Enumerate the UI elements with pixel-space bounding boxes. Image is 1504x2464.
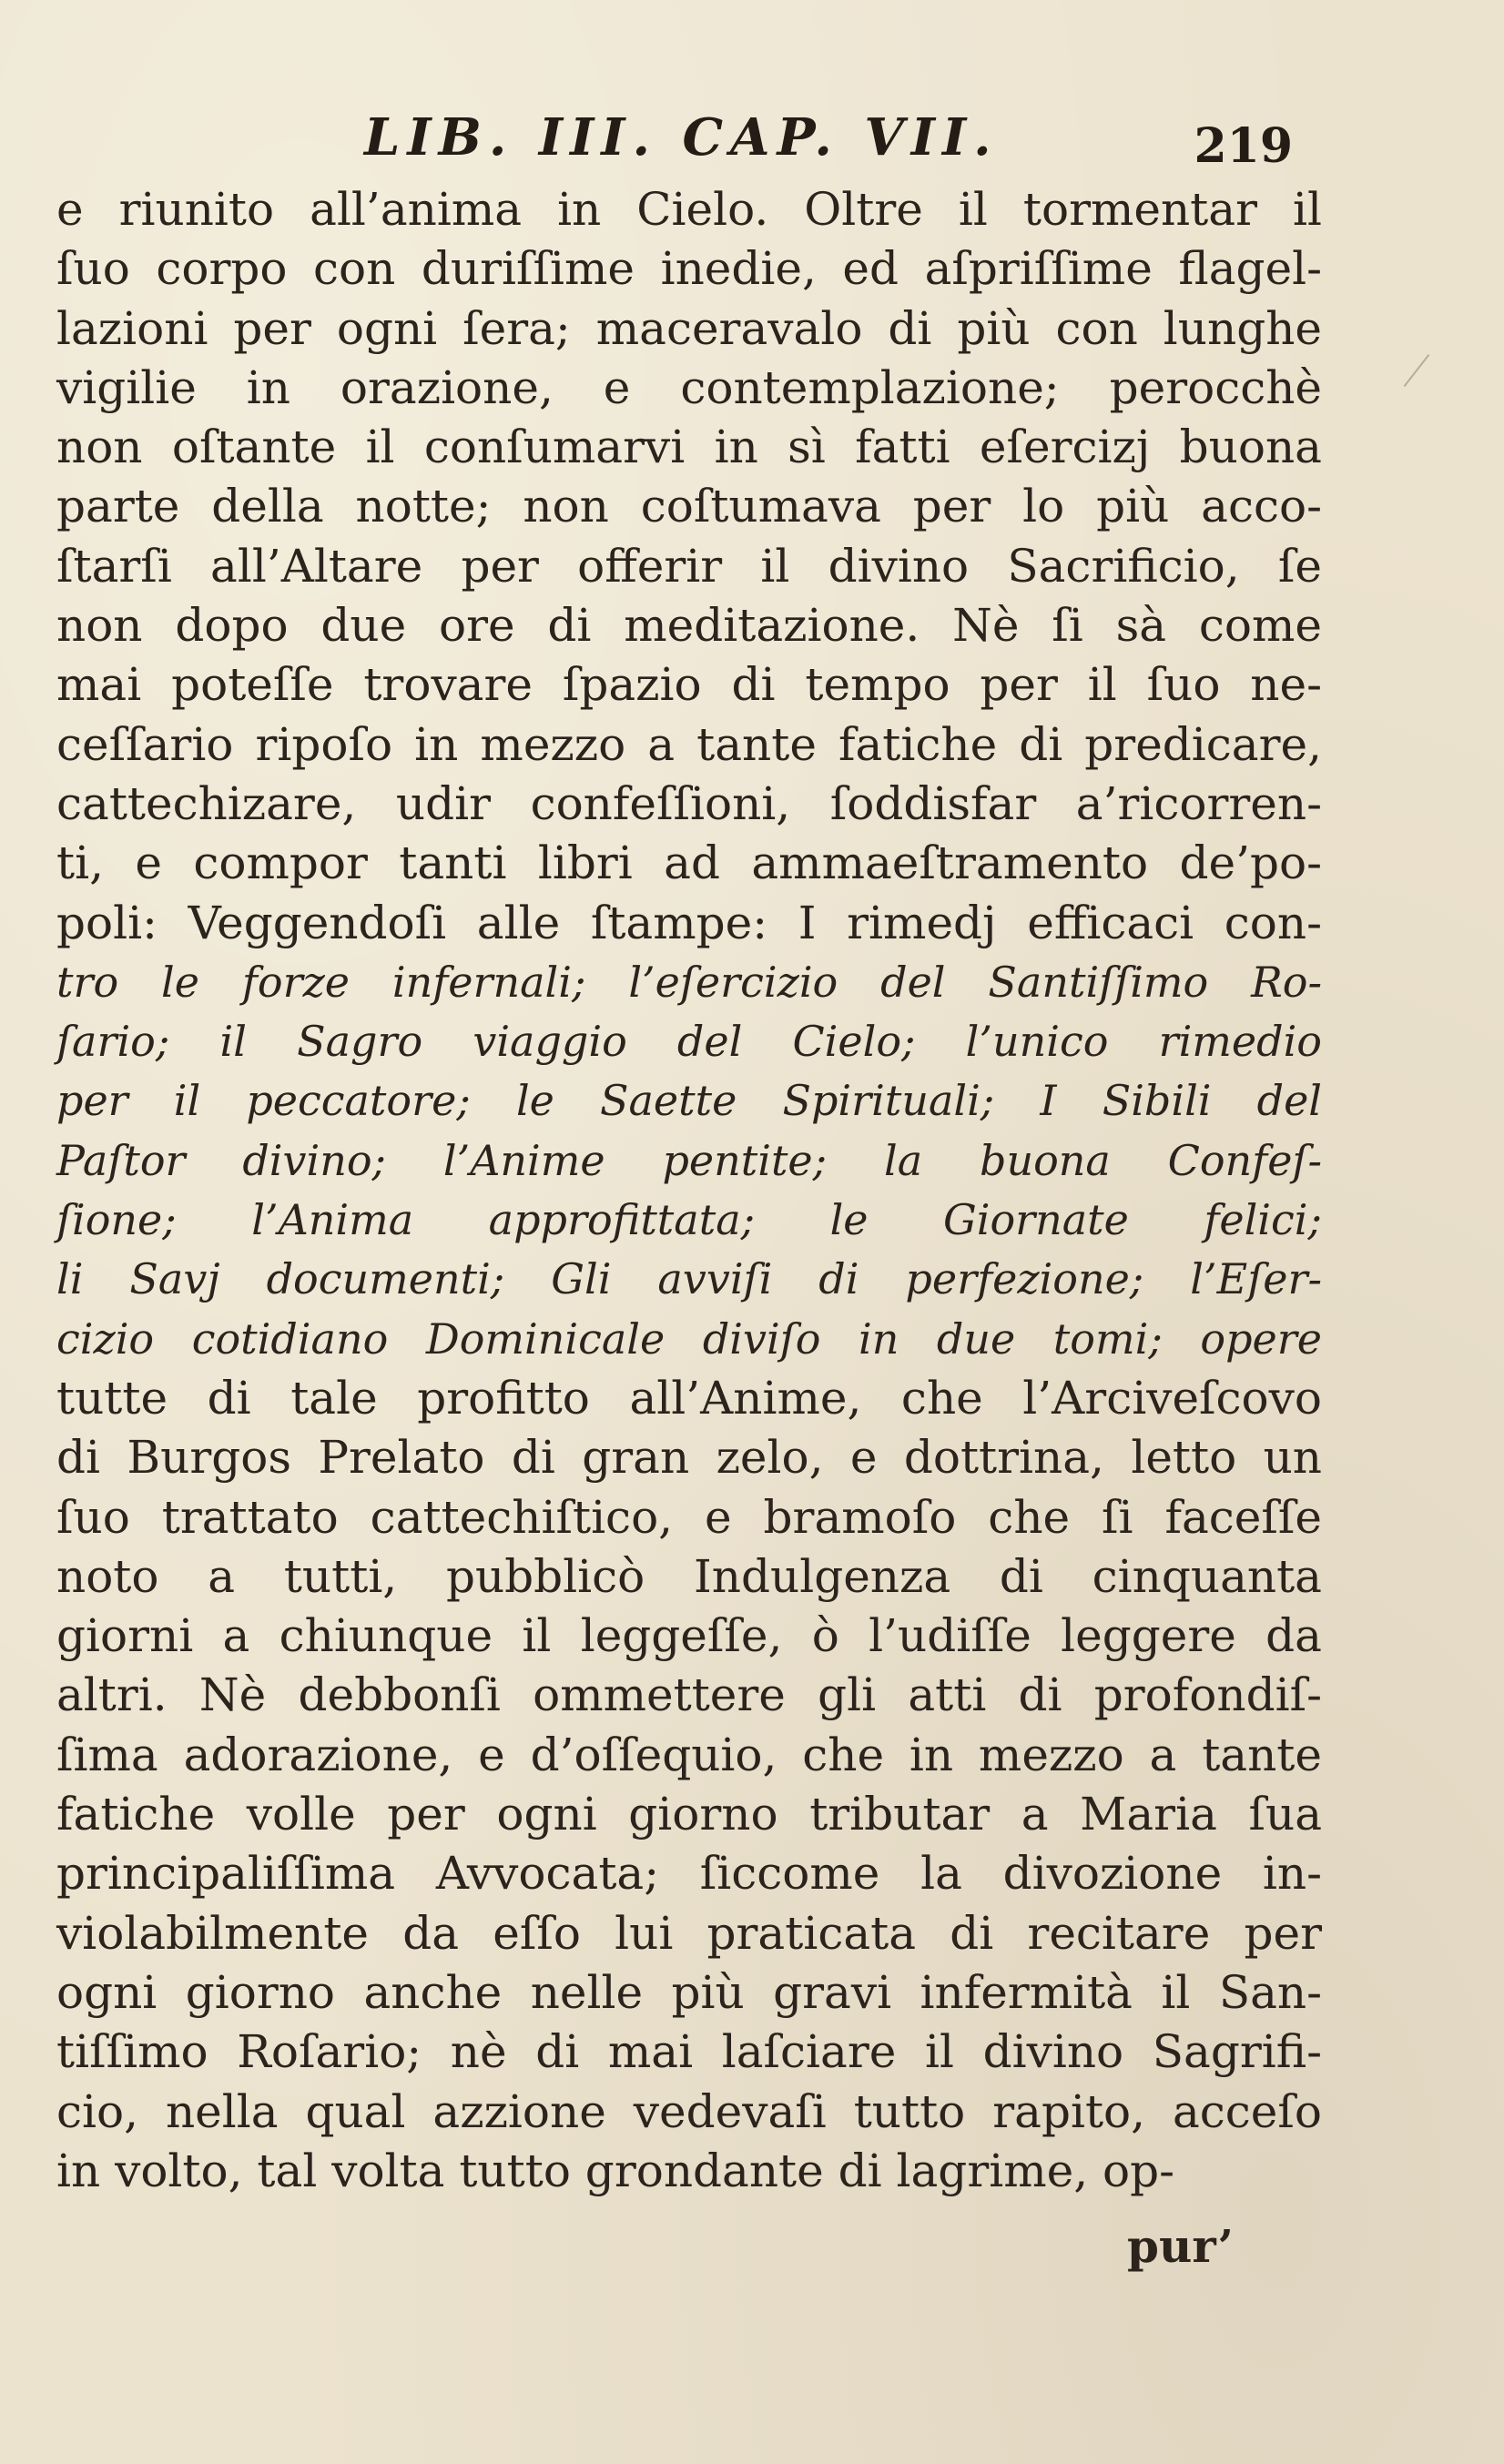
catchword: pur’ [1127,2219,1234,2273]
text-line: in volto, tal volta tutto grondante di lagrime, op- [56,2144,1175,2197]
paper-mark [1404,354,1430,387]
text-line: parte della notte; non coſtumava per lo più acco- [56,480,1322,533]
running-head: LIB. III. CAP. VII. [364,107,999,167]
text-line: per il peccatore; le Saette Spirituali; I Sibili del [56,1076,1322,1126]
text-line: principaliſſima Avvocata; ſiccome la divozione in- [56,1847,1322,1901]
text-line: noto a tutti, pubblicò Indulgenza di cinquanta [56,1549,1322,1603]
text-line: vigilie in orazione, e contemplazione; perocchè [56,360,1322,414]
text-line: poli: Veggendoſi alle ſtampe: I rimedj efficaci con- [56,896,1322,949]
text-line: li Savj documenti; Gli avviſi di perfezione; l’Eſer- [56,1254,1322,1304]
text-line: ſuo trattato cattechiſtico, e bramoſo che ſi faceſſe [56,1490,1322,1544]
text-line: ſtarſi all’Altare per offerir il divino Sacrificio, ſe [56,539,1322,593]
text-line: cizio cotidiano Dominicale diviſo in due tomi; opere [56,1313,1322,1364]
text-line: tutte di tale profitto all’Anime, che l’Arciveſcovo [56,1371,1322,1425]
text-line: tro le forze infernali; l’eſercizio del Santiſſimo Ro- [56,957,1322,1007]
text-line: mai poteſſe trovare ſpazio di tempo per il ſuo ne- [56,658,1322,712]
text-line: giorni a chiunque il leggeſſe, ò l’udiſſe leggere da [56,1609,1322,1663]
text-line: cattechizare, udir confeſſioni, ſoddisfar a’ricorren- [56,776,1322,830]
text-line: e riunito all’anima in Cielo. Oltre il tormentar il [56,183,1322,236]
text-line: ceſſario ripoſo in mezzo a tante fatiche di predicare, [56,717,1322,771]
text-line: cio, nella qual azzione vedevaſi tutto rapito, acceſo [56,2084,1322,2138]
text-line: Paſtor divino; l’Anime pentite; la buona Confeſ- [56,1135,1322,1185]
text-line: ogni giorno anche nelle più gravi infermità il San- [56,1965,1322,2019]
text-line: ſario; il Sagro viaggio del Cielo; l’unico rimedio [56,1017,1322,1067]
text-line: ſima adorazione, e d’oſſequio, che in mezzo a tante [56,1728,1322,1781]
body-text [56,180,1322,2201]
text-line: violabilmente da eſſo lui praticata di recitare per [56,1906,1322,1960]
text-line: tiſſimo Roſario; nè di mai laſciare il divino Sagrifi- [56,2025,1322,2079]
text-line: altri. Nè debbonſi ommettere gli atti di profondiſ- [56,1668,1322,1722]
text-line: fatiche volle per ogni giorno tributar a Maria ſua [56,1788,1322,1841]
text-line: di Burgos Prelato di gran zelo, e dottrina, letto un [56,1431,1322,1485]
text-line: ſione; l’Anima approfittata; le Giornate felici; [56,1195,1322,1245]
text-line: non oſtante il conſumarvi in sì fatti eſercizj buona [56,421,1322,474]
page-header [364,107,1293,189]
text-line: ſuo corpo con duriſſime inedie, ed aſpriſſime flagel- [56,242,1322,296]
text-line: lazioni per ogni ſera; maceravalo di più con lunghe [56,301,1322,355]
text-line: non dopo due ore di meditazione. Nè ſi sà come [56,599,1322,653]
page-number: 219 [1194,118,1293,174]
text-line: ti, e compor tanti libri ad ammaeſtramento de’po- [56,837,1322,890]
